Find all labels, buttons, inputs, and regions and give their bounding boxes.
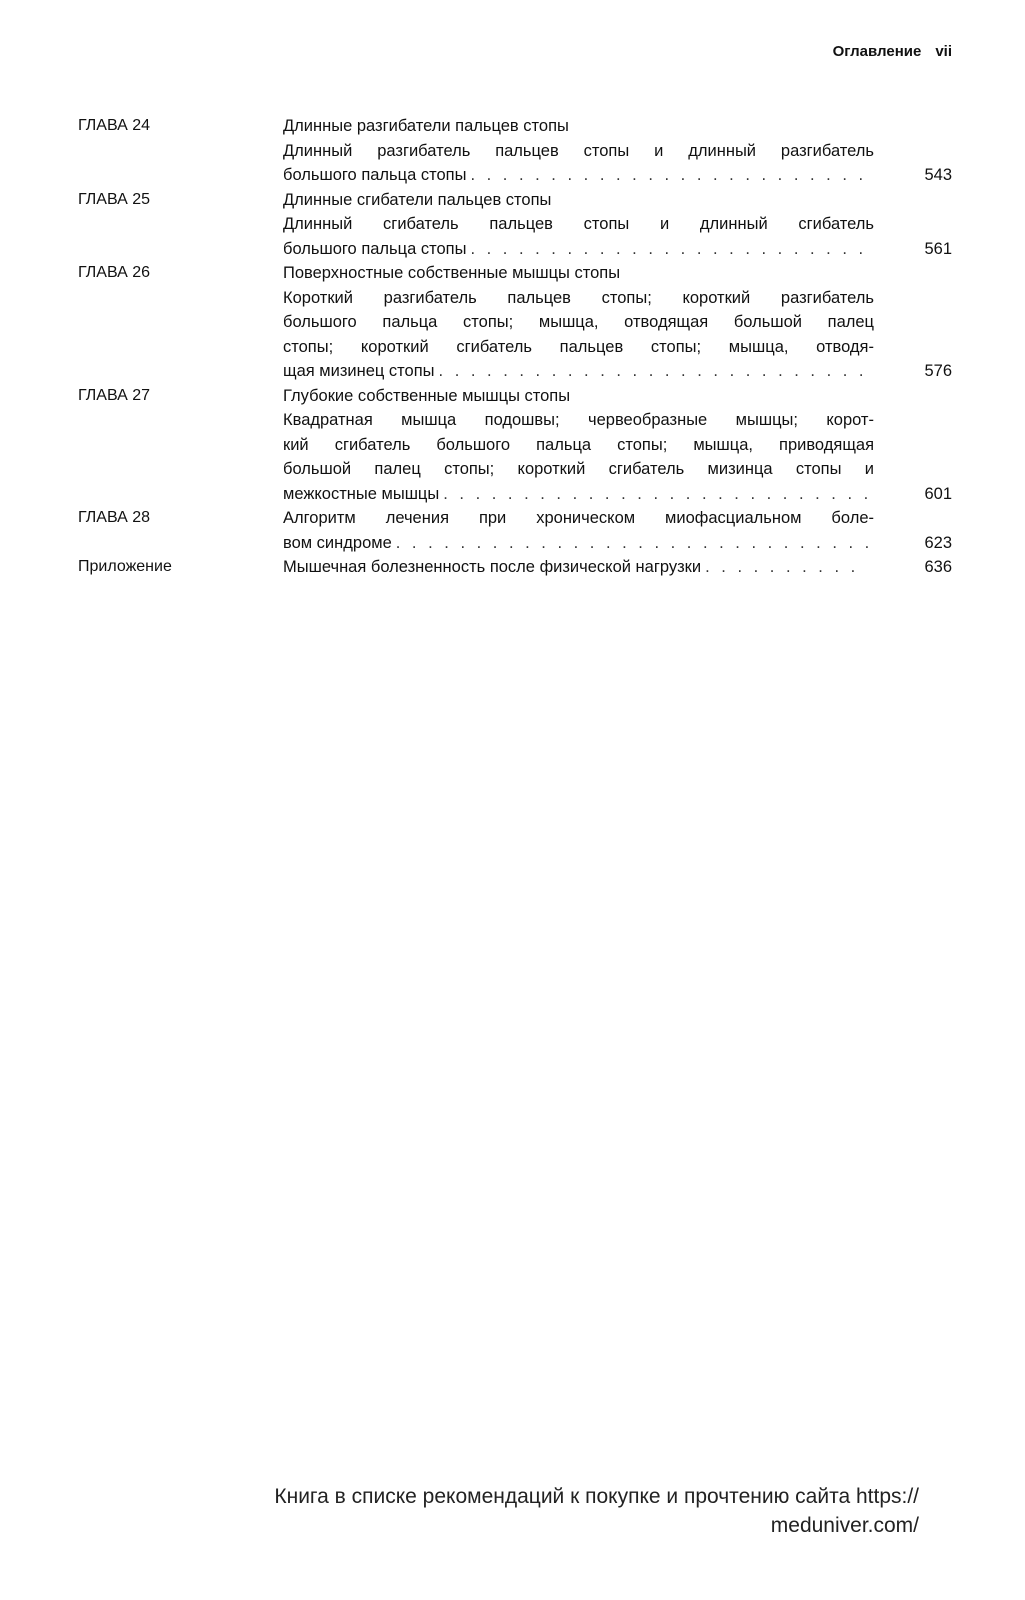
chapter-description-line: Длинный разгибатель пальцев стопы и длинный разгибатель	[283, 141, 874, 160]
page-number: 543	[924, 166, 952, 184]
chapter-subject: Поверхностные собственные мышцы стопы	[283, 264, 621, 282]
chapter-label: ГЛАВА 24	[78, 117, 150, 134]
chapter-description-line: Алгоритм лечения при хроническом миофасциальном боле-	[283, 509, 874, 527]
chapter-content	[283, 188, 874, 262]
footer-line: Книга в списке рекомендаций к покупке и прочтению сайта https://	[274, 1485, 919, 1508]
chapter-content	[283, 384, 874, 507]
running-head	[833, 43, 952, 60]
toc-entry	[78, 261, 952, 384]
chapter-subject: Длинные разгибатели пальцев стопы	[283, 117, 569, 135]
chapter-last-line	[283, 163, 874, 188]
dot-leader	[705, 555, 868, 580]
toc-entry	[78, 188, 952, 262]
running-head-title: Оглавление	[832, 43, 922, 60]
toc-entry	[78, 555, 952, 580]
toc-entry	[78, 384, 952, 507]
chapter-last-text: большого пальца стопы	[283, 239, 467, 258]
dot-leader	[439, 359, 868, 384]
chapter-content	[283, 555, 874, 580]
chapter-last-text: вом синдроме	[283, 533, 392, 552]
footer-line: meduniver.com/	[770, 1514, 919, 1537]
chapter-last-text: большого пальца стопы	[283, 166, 467, 184]
footer-note	[119, 1482, 919, 1540]
chapter-description-line: большого пальца стопы; мышца, отводящая большой палец	[283, 313, 874, 331]
dot-leader	[443, 482, 868, 507]
chapter-content	[283, 261, 874, 384]
page-number: 561	[924, 239, 952, 258]
chapter-content	[283, 506, 874, 555]
page-number: 636	[924, 558, 952, 576]
chapter-last-line	[283, 359, 874, 384]
chapter-description-line: большой палец стопы; короткий сгибатель мизинца стопы и	[283, 460, 874, 478]
page-number: 623	[924, 533, 952, 552]
chapter-subject: Глубокие собственные мышцы стопы	[283, 386, 571, 405]
chapter-last-line	[283, 482, 874, 507]
page-number: 601	[924, 484, 952, 503]
chapter-description-line: стопы; короткий сгибатель пальцев стопы; мышца, отводя-	[283, 337, 874, 356]
chapter-last-line	[283, 237, 874, 262]
chapter-label: ГЛАВА 28	[78, 509, 150, 526]
chapter-label: ГЛАВА 26	[78, 264, 150, 281]
chapter-subject: Длинные сгибатели пальцев стопы	[283, 190, 552, 209]
chapter-content	[283, 114, 874, 188]
chapter-last-text: Мышечная болезненность после физической нагрузки	[283, 558, 702, 576]
running-head-page-number: vii	[935, 43, 952, 60]
dot-leader	[396, 531, 868, 556]
toc-entry	[78, 114, 952, 188]
chapter-last-line	[283, 555, 874, 580]
toc-entry	[78, 506, 952, 555]
chapter-description-line: Короткий разгибатель пальцев стопы; короткий разгибатель	[283, 288, 874, 307]
chapter-label: Приложение	[78, 558, 172, 575]
page-number: 576	[924, 362, 952, 380]
dot-leader	[470, 163, 868, 188]
dot-leader	[470, 237, 868, 262]
chapter-description-line: кий сгибатель большого пальца стопы; мышца, приводящая	[283, 435, 874, 454]
table-of-contents	[78, 114, 952, 580]
chapter-label: ГЛАВА 25	[78, 190, 150, 208]
chapter-description-line: Квадратная мышца подошвы; червеобразные мышцы; корот-	[283, 411, 874, 429]
chapter-last-text: щая мизинец стопы	[283, 362, 435, 380]
chapter-label: ГЛАВА 27	[78, 386, 150, 404]
chapter-description-line: Длинный сгибатель пальцев стопы и длинный сгибатель	[283, 215, 874, 233]
chapter-last-line	[283, 531, 874, 556]
chapter-last-text: межкостные мышцы	[283, 484, 440, 503]
